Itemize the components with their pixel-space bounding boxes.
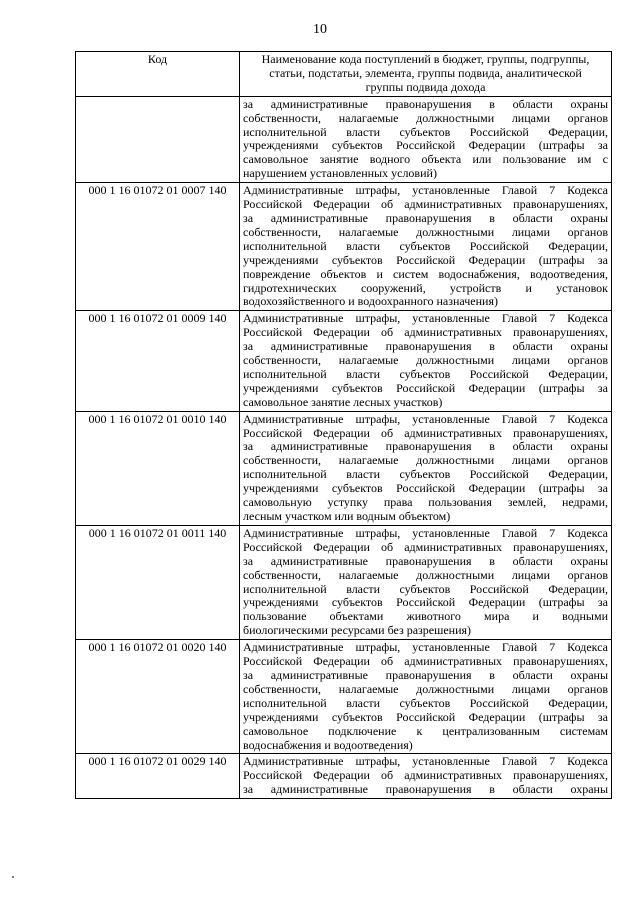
description-line: за административные правонарушения в области охраны	[243, 667, 608, 682]
revenue-code-cell: 000 1 16 01072 01 0011 140	[76, 525, 240, 639]
description-line: собственности, налагаемые должностными лицами органов	[243, 681, 608, 696]
table-row	[76, 640, 612, 754]
revenue-code-cell: 000 1 16 01072 01 0029 140	[76, 754, 240, 799]
description-line: пользование объектами животного мира и водными	[243, 609, 608, 624]
scan-speck	[12, 876, 14, 878]
description-line: исполнительной власти субъектов Российской Федерации,	[243, 581, 608, 596]
table-header-row	[76, 52, 612, 97]
header-name-line: Наименование кода поступлений в бюджет, группы, подгруппы,	[261, 52, 590, 66]
table-row	[76, 754, 612, 799]
revenue-code-cell: 000 1 16 01072 01 0009 140	[76, 311, 240, 411]
table-row	[76, 525, 612, 639]
description-line: учреждениями субъектов Российской Федерации (штрафы за	[243, 595, 608, 610]
revenue-description-cell	[240, 754, 612, 799]
description-line: Российской Федерации об административных правонарушениях,	[243, 768, 608, 783]
description-line: водохозяйственного и водоохранного назначения)	[243, 294, 498, 309]
description-line: повреждение объектов и систем водоснабжения, водоотведения,	[243, 266, 608, 281]
table-row	[76, 311, 612, 411]
description-line: учреждениями субъектов Российской Федерации (штрафы за	[243, 252, 608, 267]
description-line: за административные правонарушения в области охраны	[243, 96, 608, 111]
revenue-description-cell	[240, 183, 612, 311]
description-line: собственности, налагаемые должностными лицами органов	[243, 110, 608, 125]
description-line: за административные правонарушения в области охраны	[243, 439, 608, 454]
description-line: самовольное занятие лесных участков)	[243, 394, 443, 409]
budget-codes-table	[75, 51, 612, 799]
revenue-code-cell: 000 1 16 01072 01 0020 140	[76, 640, 240, 754]
description-line: гидротехнических сооружений, устройств и установок	[243, 280, 608, 295]
description-line: водоснабжения и водоотведения)	[243, 737, 413, 752]
header-name-line: статьи, подстатьи, элемента, группы подвида, аналитической	[269, 65, 582, 80]
description-line: собственности, налагаемые должностными лицами органов	[243, 353, 608, 368]
revenue-description-cell	[240, 640, 612, 754]
description-line: самовольное подключение к централизованным системам	[243, 723, 608, 738]
description-line: собственности, налагаемые должностными лицами органов	[243, 224, 608, 239]
description-line: Административные штрафы, установленные Главой 7 Кодекса	[243, 640, 608, 655]
description-line: Российской Федерации об административных правонарушениях,	[243, 539, 608, 554]
description-line: собственности, налагаемые должностными лицами органов	[243, 567, 608, 582]
description-line: за административные правонарушения в области охраны	[243, 339, 608, 354]
description-line: Административные штрафы, установленные Главой 7 Кодекса	[243, 311, 608, 326]
description-line: учреждениями субъектов Российской Федерации (штрафы за	[243, 138, 608, 153]
header-name-line: группы подвида дохода	[365, 79, 486, 94]
description-line: исполнительной власти субъектов Российской Федерации,	[243, 238, 608, 253]
description-line: за административные правонарушения в области охраны	[243, 553, 608, 568]
table-row	[76, 183, 612, 311]
description-line: исполнительной власти субъектов Российской Федерации,	[243, 695, 608, 710]
description-line: Российской Федерации об административных правонарушениях,	[243, 325, 608, 340]
description-line: за административные правонарушения в области охраны	[243, 210, 608, 225]
table-row	[76, 96, 612, 182]
description-line: биологическими ресурсами без разрешения)	[243, 623, 472, 638]
description-line: Административные штрафы, установленные Главой 7 Кодекса	[243, 525, 608, 540]
table-body	[76, 96, 612, 798]
page-number: 10	[313, 22, 327, 37]
description-line: Российской Федерации об административных правонарушениях,	[243, 197, 608, 212]
description-line: Административные штрафы, установленные Главой 7 Кодекса	[243, 754, 608, 769]
description-line: исполнительной власти субъектов Российской Федерации,	[243, 366, 608, 381]
table-row	[76, 411, 612, 525]
revenue-description-cell	[240, 96, 612, 182]
revenue-description-cell	[240, 411, 612, 525]
description-line: Административные штрафы, установленные Главой 7 Кодекса	[243, 411, 608, 426]
description-line: учреждениями субъектов Российской Федерации (штрафы за	[243, 709, 608, 724]
description-line: Российской Федерации об административных правонарушениях,	[243, 654, 608, 669]
revenue-code-cell	[76, 96, 240, 182]
header-code: Код	[76, 52, 240, 97]
description-line: собственности, налагаемые должностными лицами органов	[243, 453, 608, 468]
description-line: Российской Федерации об административных правонарушениях,	[243, 425, 608, 440]
revenue-description-cell	[240, 311, 612, 411]
revenue-code-cell: 000 1 16 01072 01 0010 140	[76, 411, 240, 525]
description-line: учреждениями субъектов Российской Федерации (штрафы за	[243, 481, 608, 496]
description-line: исполнительной власти субъектов Российской Федерации,	[243, 467, 608, 482]
description-line: самовольное занятие водного объекта или пользование им с	[243, 152, 608, 167]
description-line: Административные штрафы, установленные Главой 7 Кодекса	[243, 183, 608, 198]
description-line: учреждениями субъектов Российской Федерации (штрафы за	[243, 380, 608, 395]
revenue-code-cell: 000 1 16 01072 01 0007 140	[76, 183, 240, 311]
description-line: за административные правонарушения в области охраны	[243, 782, 608, 797]
description-line: самовольную уступку права пользования землей, недрами,	[243, 495, 608, 510]
header-name	[240, 52, 612, 97]
description-line: исполнительной власти субъектов Российской Федерации,	[243, 124, 608, 139]
description-line: лесным участком или водным объектом)	[243, 509, 451, 523]
revenue-description-cell	[240, 525, 612, 639]
description-line: нарушением установленных условий)	[243, 166, 437, 181]
